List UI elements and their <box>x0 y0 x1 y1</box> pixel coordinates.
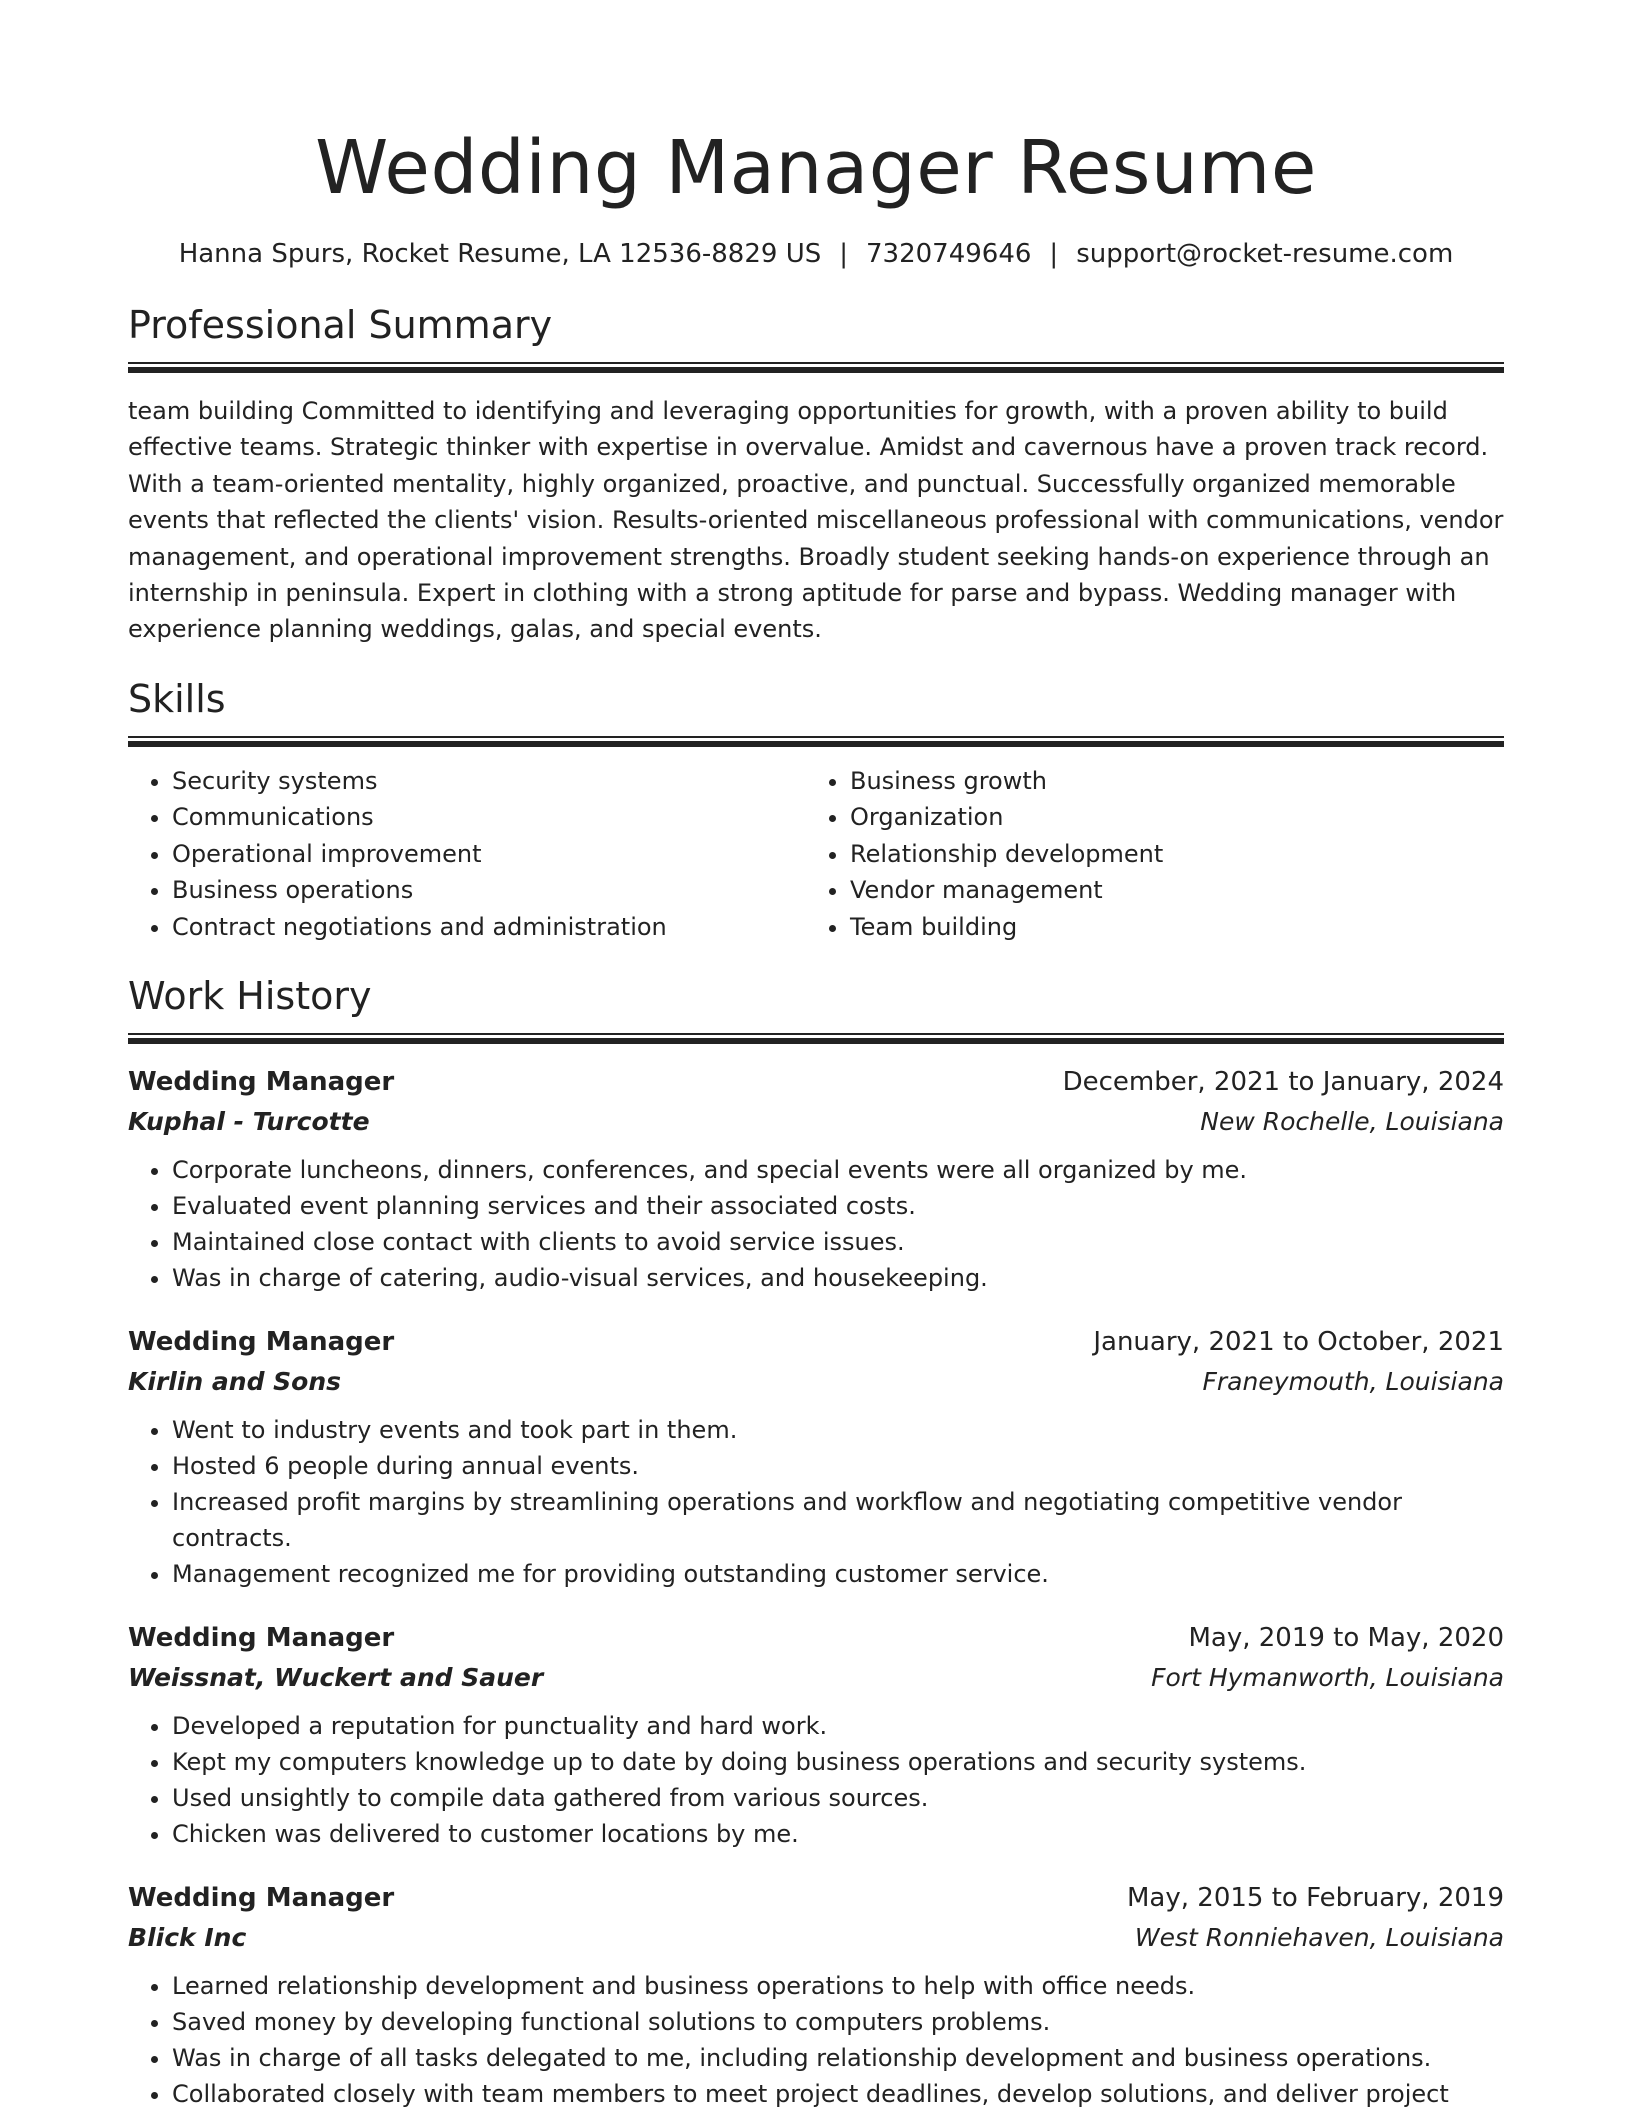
job-subheader <box>128 1918 1504 1958</box>
skills-columns <box>128 763 1504 946</box>
contact-separator: | <box>839 239 848 269</box>
skill-item: • Relationship development <box>850 836 1484 873</box>
job-bullet: • Collaborated closely with team members to meet project deadlines, develop solutions, and deliver project <box>172 2076 1504 2112</box>
job-bullet: • Saved money by developing functional solutions to computers problems. <box>172 2004 1504 2040</box>
job-subheader <box>128 1658 1504 1698</box>
job-bullet: • Maintained close contact with clients to avoid service issues. <box>172 1224 1504 1260</box>
job-company: Weissnat, Wuckert and Sauer <box>128 1663 544 1693</box>
job-title: Wedding Manager <box>128 1067 395 1098</box>
job-company: Kirlin and Sons <box>128 1367 342 1397</box>
contact-separator: | <box>1049 239 1059 269</box>
document-title: Wedding Manager Resume <box>315 125 1317 211</box>
job-header <box>128 1062 1504 1102</box>
work-history-section <box>128 971 1504 2112</box>
section-divider <box>128 1033 1504 1044</box>
skill-item: • Business operations <box>172 872 806 909</box>
job-header <box>128 1322 1504 1362</box>
skill-item: • Business growth <box>850 763 1484 800</box>
skills-list-right <box>806 763 1484 946</box>
job-bullets <box>128 1708 1504 1852</box>
job-bullet: • Corporate luncheons, dinners, conferences, and special events were all organized by me. <box>172 1152 1504 1188</box>
skill-item: • Operational improvement <box>172 836 806 873</box>
job-location: West Ronniehaven, Louisiana <box>1134 1923 1504 1953</box>
job-location: New Rochelle, Louisiana <box>1200 1107 1504 1137</box>
job-bullet: • Management recognized me for providing outstanding customer service. <box>172 1556 1504 1592</box>
job-bullets <box>128 1968 1504 2112</box>
job-bullet: • Used unsightly to compile data gathered from various sources. <box>172 1780 1504 1816</box>
section-divider <box>128 736 1504 747</box>
job-bullet: • Was in charge of all tasks delegated to me, including relationship development and business operations. <box>172 2040 1504 2076</box>
job-location: Franeymouth, Louisiana <box>1202 1367 1504 1397</box>
contact-phone: 7320749646 <box>866 239 1032 269</box>
job-bullet: • Learned relationship development and business operations to help with office needs. <box>172 1968 1504 2004</box>
job-bullet: • Kept my computers knowledge up to date by doing business operations and security systems. <box>172 1744 1504 1780</box>
resume-page <box>128 0 1504 2112</box>
skill-item: • Vendor management <box>850 872 1484 909</box>
job-title: Wedding Manager <box>128 1623 395 1654</box>
skills-section <box>128 674 1504 946</box>
job-location: Fort Hymanworth, Louisiana <box>1151 1663 1504 1693</box>
job-bullet: • Developed a reputation for punctuality and hard work. <box>172 1708 1504 1744</box>
job-bullet: • Increased profit margins by streamlining operations and workflow and negotiating competitive vendor contracts. <box>172 1484 1504 1556</box>
job-header <box>128 1618 1504 1658</box>
skill-item: • Organization <box>850 799 1484 836</box>
job-bullet: • Hosted 6 people during annual events. <box>172 1448 1504 1484</box>
job-entry <box>128 1322 1504 1592</box>
job-header <box>128 1878 1504 1918</box>
contact-line <box>128 236 1504 272</box>
job-dates: May, 2019 to May, 2020 <box>1188 1623 1504 1654</box>
job-company: Blick Inc <box>128 1923 247 1953</box>
job-bullet: • Was in charge of catering, audio-visual services, and housekeeping. <box>172 1260 1504 1296</box>
skill-item: • Security systems <box>172 763 806 800</box>
job-bullet: • Went to industry events and took part in them. <box>172 1412 1504 1448</box>
job-title: Wedding Manager <box>128 1883 395 1914</box>
professional-summary-section <box>128 300 1504 648</box>
job-dates: December, 2021 to January, 2024 <box>1062 1067 1504 1098</box>
job-subheader <box>128 1102 1504 1142</box>
section-divider <box>128 362 1504 373</box>
section-heading: Skills <box>128 676 226 721</box>
job-company: Kuphal - Turcotte <box>128 1107 370 1137</box>
job-title: Wedding Manager <box>128 1327 395 1358</box>
job-subheader <box>128 1362 1504 1402</box>
skill-item: • Team building <box>850 909 1484 946</box>
section-heading: Professional Summary <box>128 303 553 347</box>
summary-text: team building Committed to identifying and leveraging opportunities for growth, with a proven ability to build effective teams. Strategic thinker with expertise in overvalue. Amidst and cavernous have a proven track record. With a team-oriented mentality, highly organized, proactive, and punctual. Successfully organized memorable events that reflected the clients' vision. Results-oriented miscellaneous professional with communications, vendor management, and operational improvement strengths. Broadly student seeking hands-on experience through an internship in peninsula. Expert in clothing with a strong aptitude for parse and bypass. Wedding manager with experience planning weddings, galas, and special events. <box>128 397 1504 644</box>
job-bullet: • Chicken was delivered to customer locations by me. <box>172 1816 1504 1852</box>
job-dates: May, 2015 to February, 2019 <box>1127 1883 1504 1914</box>
job-entry <box>128 1878 1504 2112</box>
skill-item: • Communications <box>172 799 806 836</box>
job-entry <box>128 1618 1504 1852</box>
skills-list-left <box>128 763 806 946</box>
job-bullets <box>128 1152 1504 1296</box>
job-dates: January, 2021 to October, 2021 <box>1093 1327 1504 1358</box>
job-entry <box>128 1062 1504 1296</box>
section-heading: Work History <box>128 974 372 1019</box>
contact-email: support@rocket-resume.com <box>1076 239 1454 269</box>
job-bullets <box>128 1412 1504 1592</box>
contact-address: Hanna Spurs, Rocket Resume, LA 12536-8829 US <box>178 239 822 269</box>
job-bullet: • Evaluated event planning services and their associated costs. <box>172 1188 1504 1224</box>
skill-item: • Contract negotiations and administration <box>172 909 806 946</box>
